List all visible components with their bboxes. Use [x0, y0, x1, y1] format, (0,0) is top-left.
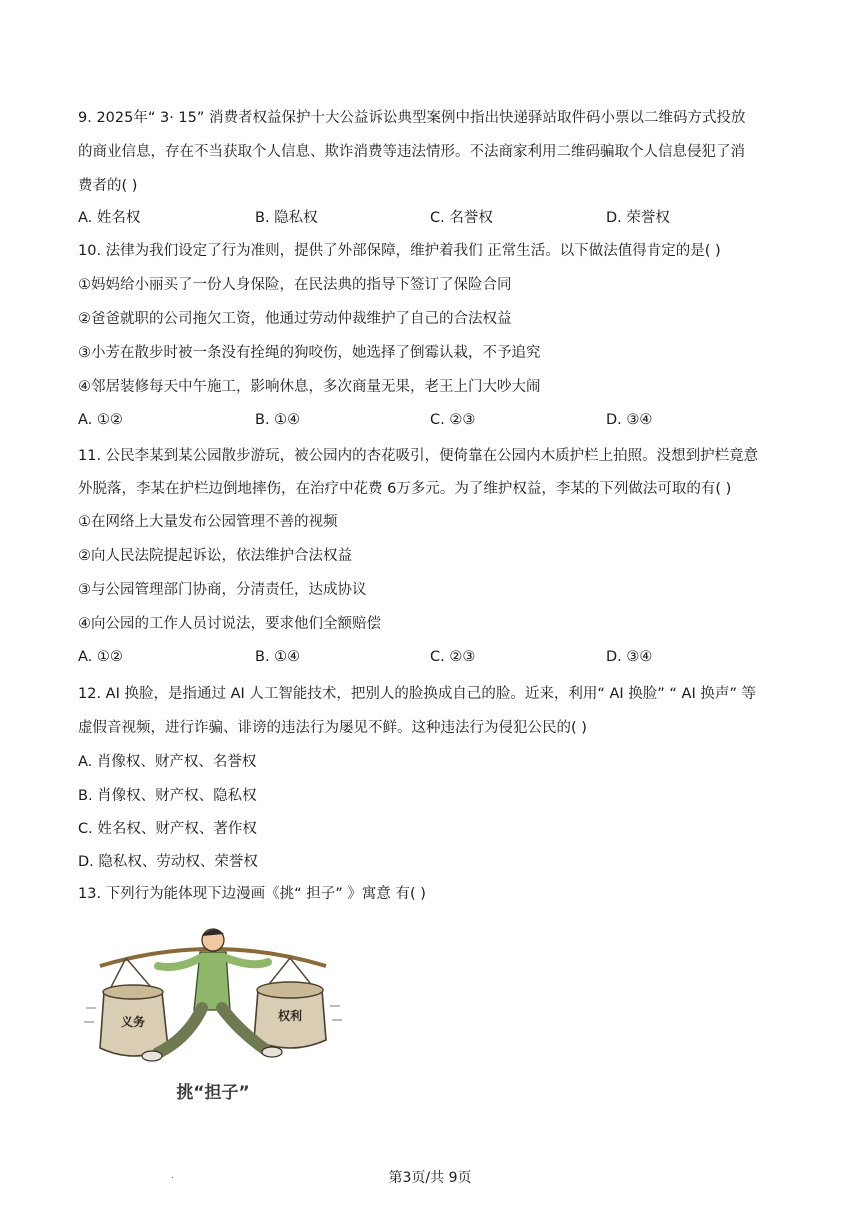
q12-option-c: C. 姓名权、财产权、著作权 — [78, 821, 257, 837]
q11-option-d: D. ③④ — [606, 649, 653, 665]
q9-line-1: 9. 2025年“ 3· 15” 消费者权益保护十大公益诉讼典型案例中指出快递驿站取件码小票以二维码方式投放 — [78, 110, 746, 126]
q11-item-1: ①在网络上大量发布公园管理不善的视频 — [78, 514, 338, 530]
q11-line-1: 11. 公民李某到某公园散步游玩，被公园内的杏花吸引，便倚靠在公园内木质护栏上拍照。没想到护栏竟意 — [78, 448, 759, 464]
q10-item-3: ③小芳在散步时被一条没有拴绳的狗咬伤，她选择了倒霉认栽，不予追究 — [78, 345, 541, 361]
q11-item-3: ③与公园管理部门协商，分清责任，达成协议 — [78, 582, 367, 598]
q11-options — [78, 647, 790, 667]
q10-option-d: D. ③④ — [606, 412, 653, 428]
q11-item-4: ④向公园的工作人员讨说法，要求他们全额赔偿 — [78, 616, 381, 632]
right-basket-rim — [257, 982, 323, 998]
q12-option-d: D. 隐私权、劳动权、荣誉权 — [78, 854, 258, 870]
q10-option-a: A. ①② — [78, 412, 123, 428]
left-basket-rim — [103, 985, 163, 999]
q10-stem: 10. 法律为我们设定了行为准则，提供了外部保障，维护着我们 正常生活。以下做法值得肯定的是( ) — [78, 243, 721, 259]
q11-option-c: C. ②③ — [430, 649, 476, 665]
q13-stem: 13. 下列行为能体现下边漫画《挑“ 担子” 》寓意 有( ) — [78, 886, 426, 902]
left-basket-label: 义务 — [120, 1015, 146, 1029]
page-number: 第3页/共 9页 — [388, 1170, 472, 1186]
q10-option-c: C. ②③ — [430, 412, 476, 428]
q11-line-2: 外脱落，李某在护栏边倒地摔伤，在治疗中花费 6万多元。为了维护权益，李某的下列做法可取的有( ) — [78, 481, 732, 497]
q10-option-b: B. ①④ — [255, 412, 301, 428]
cartoon-caption: 挑“担子” — [176, 1083, 250, 1103]
q10-item-4: ④邻居装修每天中午施工，影响休息，多次商量无果，老王上门大吵大闹 — [78, 379, 541, 395]
q10-item-1: ①妈妈给小丽买了一份人身保险，在民法典的指导下签订了保险合同 — [78, 277, 512, 293]
q9-option-b: B. 隐私权 — [255, 210, 318, 226]
q12-option-b: B. 肖像权、财产权、隐私权 — [78, 788, 257, 804]
person-left-arm — [158, 958, 200, 967]
q12-line-1: 12. AI 换脸，是指通过 AI 人工智能技术，把别人的脸换成自己的脸。近来，利用“ AI 换脸” “ AI 换声” 等 — [78, 686, 756, 702]
q9-option-c: C. 名誉权 — [430, 210, 493, 226]
q12-line-2: 虚假音视频，进行诈骗、诽谤的违法行为屡见不鲜。这种违法行为侵犯公民的( ) — [78, 720, 587, 736]
q9-line-2: 的商业信息，存在不当获取个人信息、欺诈消费等违法情形。不法商家利用二维码骗取个人信息侵犯了消 — [78, 144, 745, 160]
q9-options — [78, 208, 790, 228]
q11-item-2: ②向人民法院提起诉讼，依法维护合法权益 — [78, 548, 352, 564]
person-shoe — [142, 1051, 162, 1061]
q11-option-a: A. ①② — [78, 649, 123, 665]
cartoon-illustration — [78, 918, 348, 1108]
footer-dot: . — [171, 1170, 175, 1181]
q9-option-d: D. 荣誉权 — [606, 210, 670, 226]
right-basket-label: 权利 — [277, 1009, 303, 1023]
q11-option-b: B. ①④ — [255, 649, 301, 665]
cartoon-figure — [78, 918, 348, 1108]
q9-option-a: A. 姓名权 — [78, 210, 141, 226]
person-shoe — [262, 1047, 282, 1057]
q12-option-a: A. 肖像权、财产权、名誉权 — [78, 754, 257, 770]
q9-line-3: 费者的( ) — [78, 178, 138, 194]
q10-item-2: ②爸爸就职的公司拖欠工资，他通过劳动仲裁维护了自己的合法权益 — [78, 311, 512, 327]
q10-options — [78, 410, 790, 430]
person-right-arm — [226, 958, 268, 964]
